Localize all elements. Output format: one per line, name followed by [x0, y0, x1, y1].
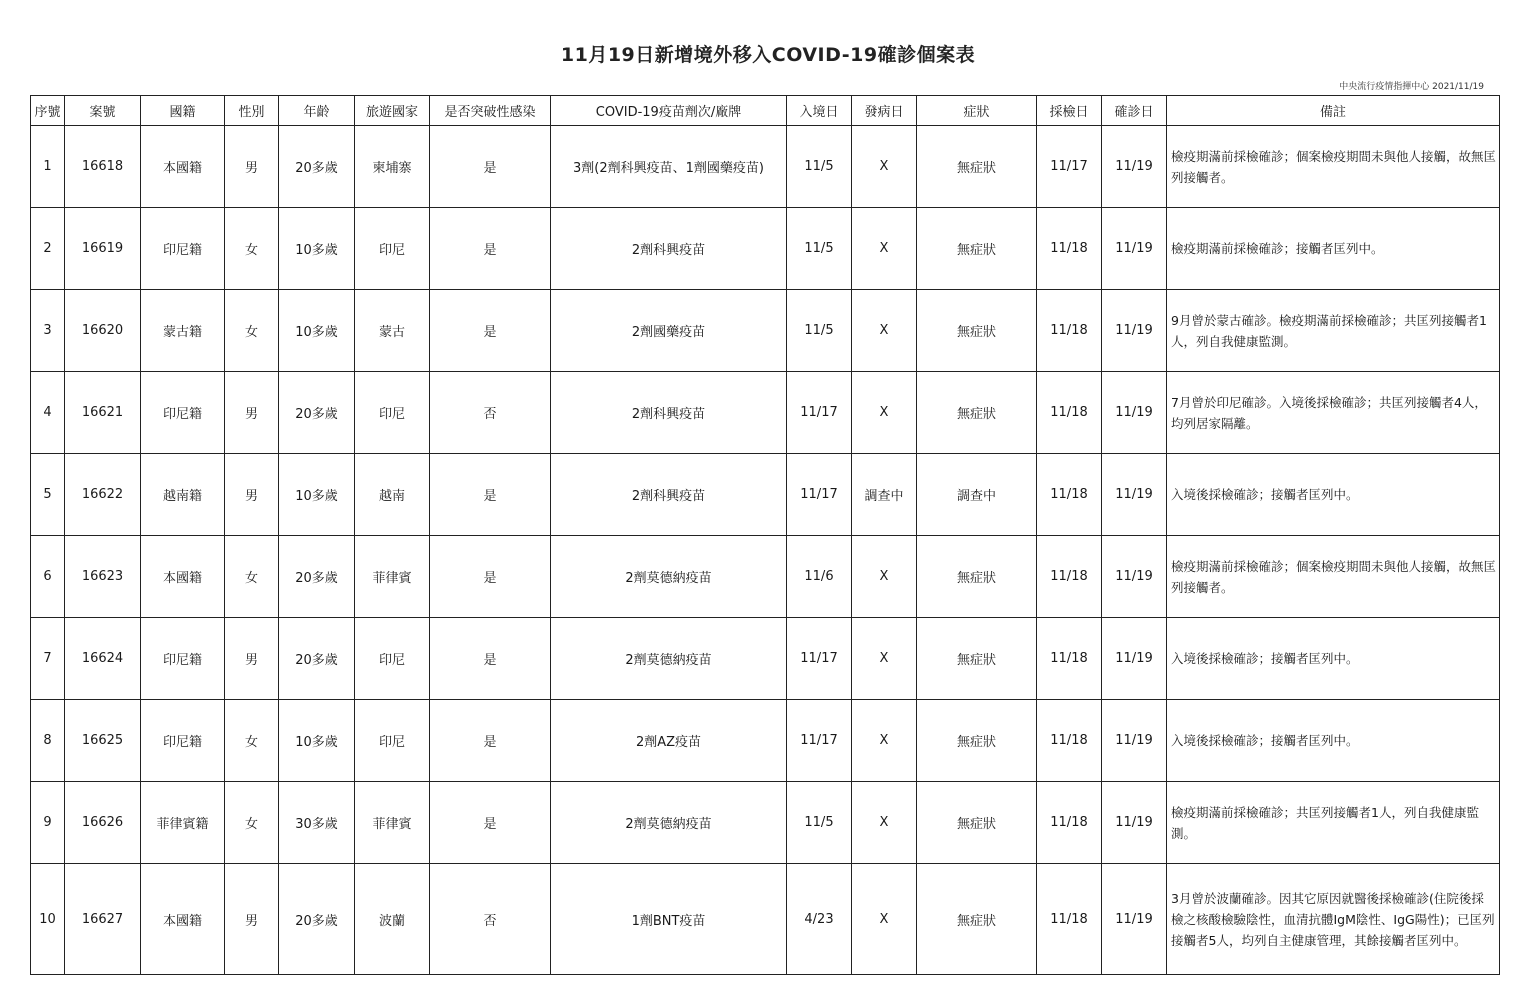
cell-vaccine: 2劑莫德納疫苗: [551, 618, 787, 700]
cell-sampling: 11/18: [1037, 454, 1102, 536]
cell-sex: 女: [225, 290, 279, 372]
header-note: 備註: [1167, 96, 1500, 126]
cell-nationality: 菲律賓籍: [141, 782, 225, 864]
header-sex: 性別: [225, 96, 279, 126]
table-row: [31, 700, 1500, 782]
cell-case: 16624: [65, 618, 141, 700]
cell-note: 9月曾於蒙古確診。檢疫期滿前採檢確診；共匡列接觸者1人，列自我健康監測。: [1167, 290, 1500, 372]
cell-sex: 男: [225, 618, 279, 700]
table-row: [31, 618, 1500, 700]
cell-symptom: 無症狀: [917, 864, 1037, 975]
cell-no: 8: [31, 700, 65, 782]
cell-note: 檢疫期滿前採檢確診；接觸者匡列中。: [1167, 208, 1500, 290]
cell-symptom: 無症狀: [917, 290, 1037, 372]
cell-no: 9: [31, 782, 65, 864]
header-no: 序號: [31, 96, 65, 126]
cell-sampling: 11/18: [1037, 618, 1102, 700]
cell-note: 入境後採檢確診；接觸者匡列中。: [1167, 618, 1500, 700]
cell-sex: 男: [225, 454, 279, 536]
cell-onset: 調查中: [852, 454, 917, 536]
header-age: 年齡: [279, 96, 355, 126]
cell-nationality: 印尼籍: [141, 618, 225, 700]
cell-case: 16627: [65, 864, 141, 975]
cell-age: 20多歲: [279, 372, 355, 454]
cell-no: 4: [31, 372, 65, 454]
cell-nationality: 越南籍: [141, 454, 225, 536]
cell-vaccine: 2劑莫德納疫苗: [551, 782, 787, 864]
table-row: [31, 454, 1500, 536]
cell-breakthrough: 是: [430, 536, 551, 618]
cell-vaccine: 3劑(2劑科興疫苗、1劑國藥疫苗): [551, 126, 787, 208]
cell-country: 印尼: [355, 618, 430, 700]
cell-vaccine: 1劑BNT疫苗: [551, 864, 787, 975]
cell-onset: X: [852, 618, 917, 700]
cell-no: 3: [31, 290, 65, 372]
cell-confirmed: 11/19: [1102, 290, 1167, 372]
cell-vaccine: 2劑科興疫苗: [551, 208, 787, 290]
cell-entry: 11/6: [787, 536, 852, 618]
cell-no: 6: [31, 536, 65, 618]
cell-no: 5: [31, 454, 65, 536]
cell-confirmed: 11/19: [1102, 454, 1167, 536]
table-row: [31, 290, 1500, 372]
cell-breakthrough: 是: [430, 290, 551, 372]
cell-case: 16626: [65, 782, 141, 864]
cell-onset: X: [852, 864, 917, 975]
cell-symptom: 無症狀: [917, 126, 1037, 208]
table-row: [31, 126, 1500, 208]
cell-age: 20多歲: [279, 126, 355, 208]
cell-onset: X: [852, 126, 917, 208]
cases-table: [30, 95, 1500, 975]
cell-country: 印尼: [355, 372, 430, 454]
cell-entry: 4/23: [787, 864, 852, 975]
cell-breakthrough: 是: [430, 782, 551, 864]
header-sampling: 採檢日: [1037, 96, 1102, 126]
cell-confirmed: 11/19: [1102, 372, 1167, 454]
cell-sex: 女: [225, 782, 279, 864]
cell-symptom: 無症狀: [917, 782, 1037, 864]
cell-age: 20多歲: [279, 618, 355, 700]
cell-symptom: 無症狀: [917, 700, 1037, 782]
cell-sampling: 11/18: [1037, 372, 1102, 454]
cell-entry: 11/5: [787, 126, 852, 208]
cell-onset: X: [852, 372, 917, 454]
cell-nationality: 印尼籍: [141, 372, 225, 454]
cell-case: 16623: [65, 536, 141, 618]
cell-onset: X: [852, 290, 917, 372]
cell-age: 10多歲: [279, 290, 355, 372]
table-row: [31, 208, 1500, 290]
cell-case: 16619: [65, 208, 141, 290]
header-confirmed: 確診日: [1102, 96, 1167, 126]
cell-breakthrough: 是: [430, 208, 551, 290]
header-entry: 入境日: [787, 96, 852, 126]
cell-vaccine: 2劑科興疫苗: [551, 372, 787, 454]
cell-onset: X: [852, 208, 917, 290]
header-vaccine: COVID-19疫苗劑次/廠牌: [551, 96, 787, 126]
cell-symptom: 無症狀: [917, 208, 1037, 290]
cell-sex: 女: [225, 536, 279, 618]
cell-note: 檢疫期滿前採檢確診；個案檢疫期間未與他人接觸，故無匡列接觸者。: [1167, 536, 1500, 618]
cell-no: 1: [31, 126, 65, 208]
cell-nationality: 蒙古籍: [141, 290, 225, 372]
cell-sampling: 11/18: [1037, 700, 1102, 782]
header-symptom: 症狀: [917, 96, 1037, 126]
cell-entry: 11/5: [787, 782, 852, 864]
cell-note: 入境後採檢確診；接觸者匡列中。: [1167, 454, 1500, 536]
cell-no: 7: [31, 618, 65, 700]
cell-entry: 11/5: [787, 208, 852, 290]
cell-nationality: 本國籍: [141, 864, 225, 975]
cell-entry: 11/17: [787, 454, 852, 536]
header-row: [31, 96, 1500, 126]
cell-sampling: 11/18: [1037, 208, 1102, 290]
cell-country: 菲律賓: [355, 782, 430, 864]
cell-sampling: 11/17: [1037, 126, 1102, 208]
table-row: [31, 536, 1500, 618]
cell-confirmed: 11/19: [1102, 126, 1167, 208]
cell-onset: X: [852, 536, 917, 618]
cell-case: 16618: [65, 126, 141, 208]
cell-sex: 女: [225, 208, 279, 290]
cell-nationality: 本國籍: [141, 536, 225, 618]
cell-note: 檢疫期滿前採檢確診；共匡列接觸者1人，列自我健康監測。: [1167, 782, 1500, 864]
cell-onset: X: [852, 782, 917, 864]
cell-sex: 男: [225, 372, 279, 454]
cell-country: 越南: [355, 454, 430, 536]
cell-symptom: 無症狀: [917, 618, 1037, 700]
table-row: [31, 782, 1500, 864]
cell-breakthrough: 否: [430, 864, 551, 975]
cell-case: 16620: [65, 290, 141, 372]
cell-sampling: 11/18: [1037, 536, 1102, 618]
cell-age: 10多歲: [279, 208, 355, 290]
cell-case: 16622: [65, 454, 141, 536]
cell-country: 蒙古: [355, 290, 430, 372]
cell-note: 3月曾於波蘭確診。因其它原因就醫後採檢確診(住院後採檢之核酸檢驗陰性，血清抗體IgM陰性、IgG陽性)；已匡列接觸者5人，均列自主健康管理，其餘接觸者匡列中。: [1167, 864, 1500, 975]
source-note: 中央流行疫情指揮中心 2021/11/19: [1339, 82, 1484, 92]
cell-country: 印尼: [355, 208, 430, 290]
cell-no: 10: [31, 864, 65, 975]
cell-confirmed: 11/19: [1102, 782, 1167, 864]
cell-note: 檢疫期滿前採檢確診；個案檢疫期間未與他人接觸，故無匡列接觸者。: [1167, 126, 1500, 208]
cell-symptom: 無症狀: [917, 372, 1037, 454]
cell-breakthrough: 是: [430, 454, 551, 536]
cell-entry: 11/17: [787, 618, 852, 700]
cell-vaccine: 2劑國藥疫苗: [551, 290, 787, 372]
cell-note: 7月曾於印尼確診。入境後採檢確診；共匡列接觸者4人，均列居家隔離。: [1167, 372, 1500, 454]
cell-case: 16621: [65, 372, 141, 454]
cell-nationality: 印尼籍: [141, 208, 225, 290]
cell-confirmed: 11/19: [1102, 618, 1167, 700]
cell-nationality: 印尼籍: [141, 700, 225, 782]
cell-breakthrough: 否: [430, 372, 551, 454]
cell-confirmed: 11/19: [1102, 864, 1167, 975]
header-nationality: 國籍: [141, 96, 225, 126]
cell-sampling: 11/18: [1037, 290, 1102, 372]
cell-sex: 男: [225, 864, 279, 975]
cell-sampling: 11/18: [1037, 864, 1102, 975]
cell-country: 波蘭: [355, 864, 430, 975]
cell-breakthrough: 是: [430, 618, 551, 700]
cell-age: 20多歲: [279, 864, 355, 975]
cell-country: 柬埔寨: [355, 126, 430, 208]
cell-breakthrough: 是: [430, 700, 551, 782]
cell-case: 16625: [65, 700, 141, 782]
header-country: 旅遊國家: [355, 96, 430, 126]
cell-symptom: 無症狀: [917, 536, 1037, 618]
cell-country: 菲律賓: [355, 536, 430, 618]
cell-confirmed: 11/19: [1102, 536, 1167, 618]
cell-age: 10多歲: [279, 454, 355, 536]
cell-age: 10多歲: [279, 700, 355, 782]
cell-confirmed: 11/19: [1102, 700, 1167, 782]
cell-sex: 男: [225, 126, 279, 208]
table-row: [31, 372, 1500, 454]
cell-age: 30多歲: [279, 782, 355, 864]
cell-entry: 11/17: [787, 700, 852, 782]
cell-vaccine: 2劑科興疫苗: [551, 454, 787, 536]
header-case: 案號: [65, 96, 141, 126]
cell-symptom: 調查中: [917, 454, 1037, 536]
page-title: 11月19日新增境外移入COVID-19確診個案表: [560, 44, 976, 66]
cell-vaccine: 2劑莫德納疫苗: [551, 536, 787, 618]
cell-breakthrough: 是: [430, 126, 551, 208]
cell-note: 入境後採檢確診；接觸者匡列中。: [1167, 700, 1500, 782]
case-rows: [31, 126, 1500, 975]
cell-entry: 11/5: [787, 290, 852, 372]
cell-vaccine: 2劑AZ疫苗: [551, 700, 787, 782]
cell-entry: 11/17: [787, 372, 852, 454]
cell-sampling: 11/18: [1037, 782, 1102, 864]
header-onset: 發病日: [852, 96, 917, 126]
cell-no: 2: [31, 208, 65, 290]
header-breakthrough: 是否突破性感染: [430, 96, 551, 126]
cell-confirmed: 11/19: [1102, 208, 1167, 290]
table-row: [31, 864, 1500, 975]
cell-country: 印尼: [355, 700, 430, 782]
cell-nationality: 本國籍: [141, 126, 225, 208]
cell-onset: X: [852, 700, 917, 782]
cell-age: 20多歲: [279, 536, 355, 618]
cell-sex: 女: [225, 700, 279, 782]
